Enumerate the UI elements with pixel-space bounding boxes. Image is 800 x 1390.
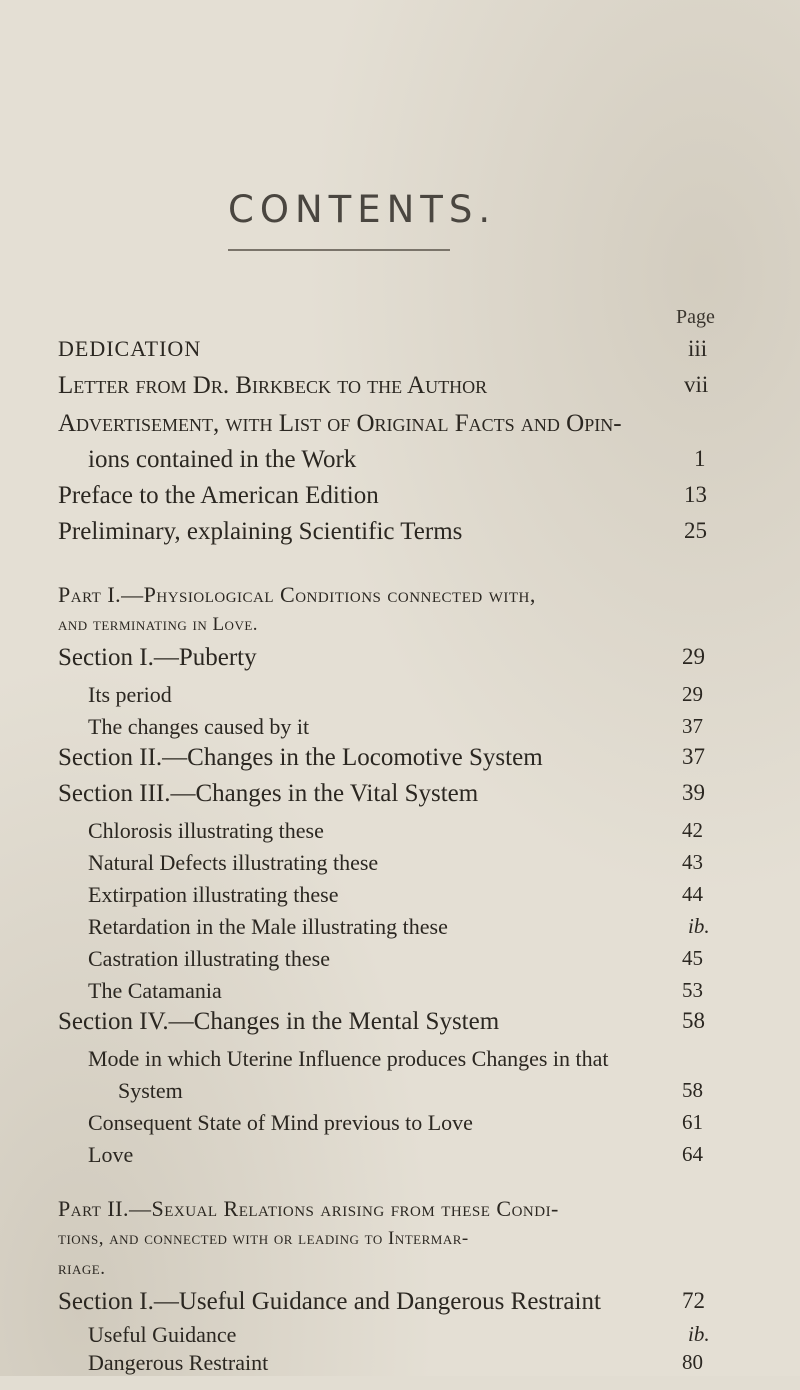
toc-entry-page: 37 bbox=[682, 744, 705, 769]
toc-entry-text: Section I.—Useful Guidance and Dangerous Restraint bbox=[58, 1288, 601, 1315]
toc-entry bbox=[0, 780, 800, 820]
toc-entry bbox=[0, 1350, 800, 1390]
toc-entry-text: Section II.—Changes in the Locomotive System bbox=[58, 744, 543, 771]
toc-entry-text: Dangerous Restraint bbox=[88, 1350, 269, 1375]
part-heading-continuation: riage. bbox=[58, 1258, 106, 1279]
toc-entry-page: 39 bbox=[682, 780, 705, 805]
toc-entry bbox=[0, 744, 800, 784]
toc-entry-page: 53 bbox=[682, 978, 703, 1002]
toc-entry bbox=[0, 1142, 800, 1182]
toc-entry-text: Consequent State of Mind previous to Love bbox=[88, 1110, 473, 1135]
toc-entry-page: vii bbox=[684, 372, 709, 397]
toc-entry-page: iii bbox=[688, 336, 708, 361]
toc-entry-page: 1 bbox=[694, 446, 706, 471]
toc-entry-page: ib. bbox=[688, 914, 710, 938]
toc-entry-page: 72 bbox=[682, 1288, 705, 1313]
toc-entry-text: Retardation in the Male illustrating these bbox=[88, 914, 448, 939]
toc-entry bbox=[0, 336, 800, 376]
toc-entry-text: Mode in which Uterine Influence produces Changes in that bbox=[88, 1046, 609, 1071]
toc-entry-text: Preliminary, explaining Scientific Terms bbox=[58, 518, 463, 545]
toc-entry bbox=[0, 372, 800, 412]
part-heading: Part I.—Physiological Conditions connected with, bbox=[58, 582, 536, 607]
toc-entry-text: DEDICATION bbox=[58, 336, 202, 361]
toc-entry-text: Section III.—Changes in the Vital System bbox=[58, 780, 479, 807]
page-title: CONTENTS. bbox=[228, 188, 497, 231]
toc-entry-page: 29 bbox=[682, 682, 703, 706]
toc-entry-text: Section IV.—Changes in the Mental System bbox=[58, 1008, 500, 1035]
toc-entry-page: 58 bbox=[682, 1008, 705, 1033]
toc-entry-text: Extirpation illustrating these bbox=[88, 882, 339, 907]
toc-entry-text: Natural Defects illustrating these bbox=[88, 850, 379, 875]
toc-entry-text: Castration illustrating these bbox=[88, 946, 330, 971]
toc-entry-text: Its period bbox=[88, 682, 172, 707]
part-heading-continuation: and terminating in Love. bbox=[58, 614, 259, 635]
title-underline bbox=[228, 249, 450, 251]
toc-entry-text: The changes caused by it bbox=[88, 714, 310, 739]
toc-entry bbox=[0, 410, 800, 450]
toc-entry-page: 13 bbox=[684, 482, 707, 507]
toc-entry-text: Letter from Dr. Birkbeck to the Author bbox=[58, 372, 488, 399]
toc-entry-page: 61 bbox=[682, 1110, 703, 1134]
toc-entry bbox=[0, 482, 800, 522]
toc-entry-page: 45 bbox=[682, 946, 703, 970]
toc-entry-text: Advertisement, with List of Original Facts and Opin- bbox=[58, 410, 622, 437]
toc-entry-text: System bbox=[118, 1078, 183, 1103]
toc-entry-page: 80 bbox=[682, 1350, 703, 1374]
toc-entry-page: 42 bbox=[682, 818, 703, 842]
toc-entry-text: The Catamania bbox=[88, 978, 222, 1003]
toc-entry-continuation bbox=[0, 446, 800, 486]
toc-entry-page: 29 bbox=[682, 644, 705, 669]
toc-entry-text: Chlorosis illustrating these bbox=[88, 818, 324, 843]
toc-entry-text: Love bbox=[88, 1142, 134, 1167]
toc-entry bbox=[0, 644, 800, 684]
page-column-header: Page bbox=[676, 306, 715, 328]
part-heading-continuation: tions, and connected with or leading to Intermar- bbox=[58, 1228, 469, 1249]
toc-entry-page: 43 bbox=[682, 850, 703, 874]
toc-entry bbox=[0, 518, 800, 558]
toc-entry-page: ib. bbox=[688, 1322, 710, 1346]
toc-entry-text: ions contained in the Work bbox=[88, 446, 357, 473]
part-heading: Part II.—Sexual Relations arising from these Condi- bbox=[58, 1196, 559, 1221]
toc-entry-text: Section I.—Puberty bbox=[58, 644, 257, 671]
toc-entry-page: 64 bbox=[682, 1142, 703, 1166]
toc-entry-page: 37 bbox=[682, 714, 703, 738]
toc-entry-page: 58 bbox=[682, 1078, 703, 1102]
toc-entry bbox=[0, 1008, 800, 1048]
toc-entry-page: 25 bbox=[684, 518, 707, 543]
toc-entry-text: Useful Guidance bbox=[88, 1322, 237, 1347]
toc-entry-page: 44 bbox=[682, 882, 703, 906]
toc-entry-text: Preface to the American Edition bbox=[58, 482, 379, 509]
